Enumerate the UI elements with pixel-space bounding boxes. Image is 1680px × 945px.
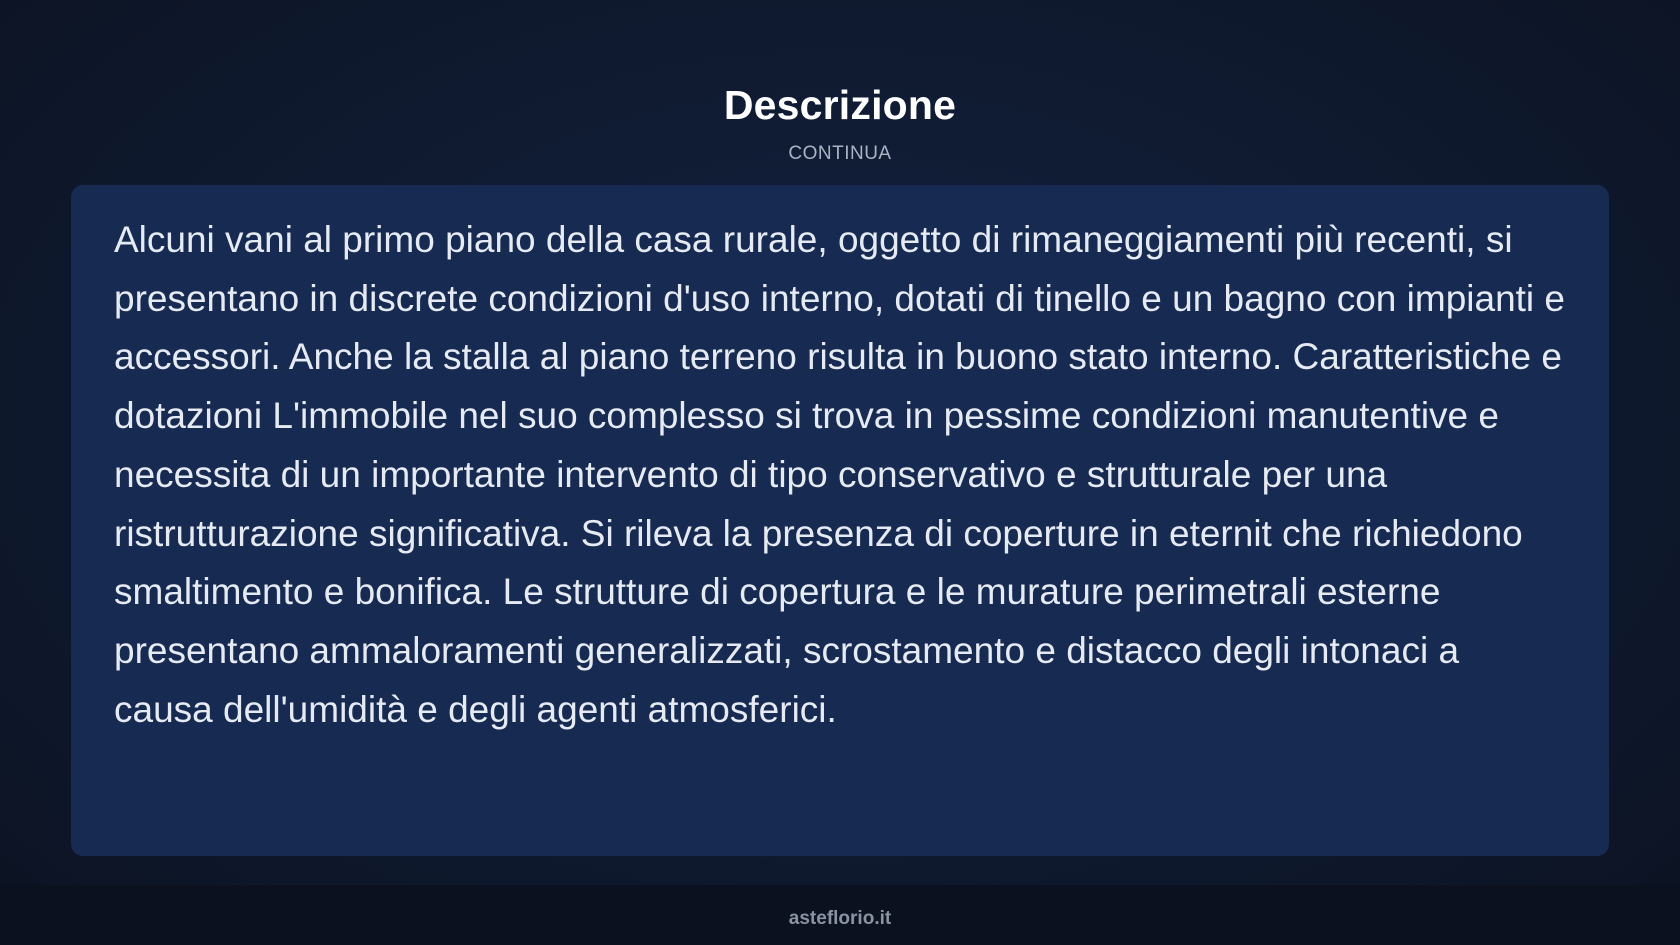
page-subtitle: CONTINUA	[788, 143, 892, 164]
description-card	[71, 185, 1609, 856]
footer-site-label: asteflorio.it	[788, 908, 892, 929]
page-title: Descrizione	[723, 82, 957, 128]
footer-bar	[0, 885, 1680, 945]
description-text: Alcuni vani al primo piano della casa rurale, oggetto di rimaneggiamenti più recenti, si presentano in discrete condizioni d'uso interno, dotati di tinello e un bagno con impianti e accessori. Anche la stalla al piano terreno risulta in buono stato interno. Caratteristiche e dotazioni L'immobile nel suo complesso si trova in pessime condizioni manutentive e necessita di un importante intervento di tipo conservativo e strutturale per una ristrutturazione significativa. Si rileva la presenza di coperture in eternit che richiedono smaltimento e bonifica. Le strutture di copertura e le murature perimetrali esterne presentano ammaloramenti generalizzati, scrostamento e distacco degli intonaci a causa dell'umidità e degli agenti atmosferici.	[114, 219, 1566, 730]
page-header	[0, 78, 1680, 166]
